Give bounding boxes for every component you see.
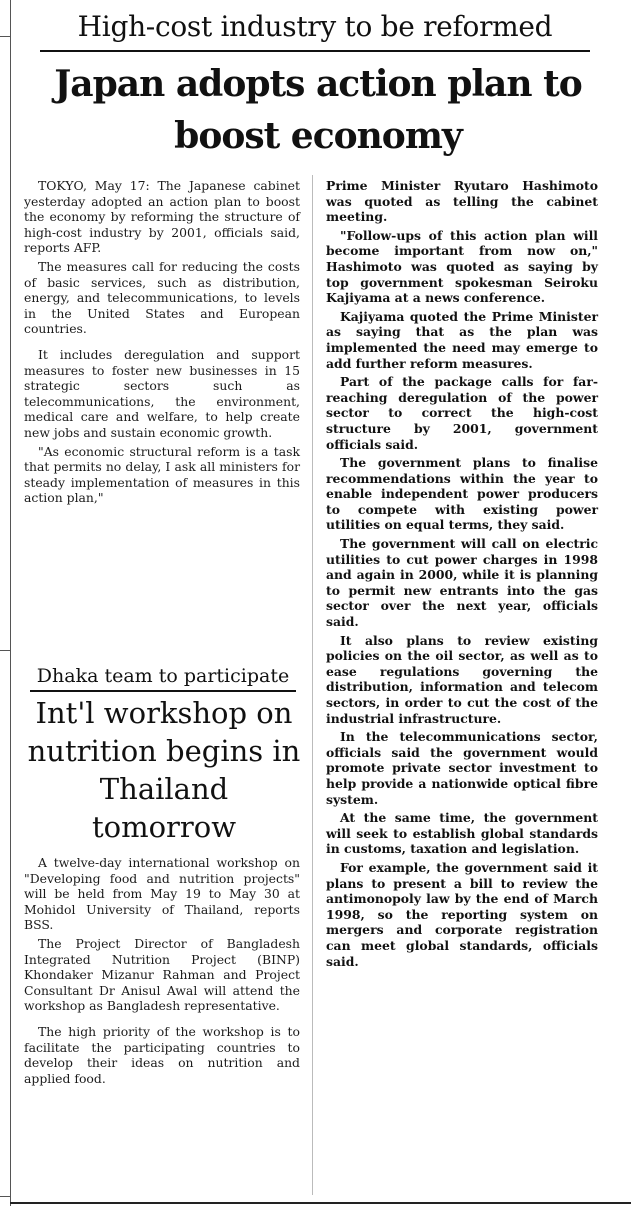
article2-headline: Int'l workshop on nutrition begins in Thailand tomorrow	[27, 696, 301, 844]
margin-tick	[0, 650, 10, 651]
article1-paragraph: Kajiyama quoted the Prime Minister as saying that as the plan was implemented the need may emerge to add further reform measures.	[326, 308, 598, 371]
article1-paragraph: Part of the package calls for far-reaching deregulation of the power sector to correct the high-cost structure by 2001, government officials said.	[326, 374, 598, 452]
article1-paragraph: The measures call for reducing the costs of basic services, such as distribution, energy, and telecommunications, to levels in the United States and European countries.	[24, 258, 300, 337]
article1-paragraph: It also plans to review existing policies on the oil sector, as well as to ease regulations governing the distribution, information and telecom sectors, in order to cut the cost of the industrial infrastructure.	[326, 632, 598, 726]
article1-paragraph: It includes deregulation and support measures to foster new businesses in 15 strategic sectors such as telecommunications, the environment, medical care and welfare, to help create new jobs and sustain economic growth.	[24, 346, 300, 440]
article2-paragraph: The Project Director of Bangladesh Integrated Nutrition Project (BINP) Khondaker Mizanur Rahman and Project Consultant Dr Anisul Awal will attend the workshop as Bangladesh representative.	[24, 935, 300, 1014]
article1-paragraph: TOKYO, May 17: The Japanese cabinet yesterday adopted an action plan to boost the economy by reforming the structure of high-cost industry by 2001, officials said, reports AFP.	[24, 178, 300, 256]
article1-paragraph: The government plans to finalise recommendations within the year to enable independent power producers to compete with existing power utilities on equal terms, they said.	[326, 455, 598, 533]
article2-paragraph: The high priority of the workshop is to facilitate the participating countries to develop their ideas on nutrition and applied food.	[24, 1023, 300, 1086]
bottom-rule	[10, 1202, 631, 1204]
article2-paragraph: A twelve-day international workshop on "Developing food and nutrition projects" will be held from May 19 to May 30 at Mohidol University of Thailand, reports BSS.	[24, 855, 300, 933]
column-divider	[312, 175, 313, 1195]
article1-kicker: High-cost industry to be reformed	[40, 6, 590, 52]
article1-paragraph: Prime Minister Ryutaro Hashimoto was quoted as telling the cabinet meeting.	[326, 178, 598, 225]
article1-headline: Japan adopts action plan to boost economy	[54, 63, 582, 157]
article1-paragraph: For example, the government said it plans to present a bill to review the antimonopoly law by the end of March 1998, so the reporting system on mergers and corporate registration can meet global standards, officials said.	[326, 859, 598, 969]
article1-column-2	[326, 178, 598, 972]
article1-paragraph: At the same time, the government will seek to establish global standards in customs, taxation and legislation.	[326, 810, 598, 857]
article2-body	[24, 855, 300, 1089]
article1-paragraph: In the telecommunications sector, officials said the government would promote private sector investment to help provide a nationwide optical fibre system.	[326, 729, 598, 807]
article1-column-1	[24, 178, 300, 509]
article1-paragraph: "As economic structural reform is a task that permits no delay, I ask all ministers for steady implementation of measures in this action plan,"	[24, 443, 300, 506]
margin-tick	[0, 1196, 10, 1197]
article2-kicker: Dhaka team to participate	[30, 662, 296, 692]
margin-tick	[0, 36, 10, 37]
article1-paragraph: The government will call on electric utilities to cut power charges in 1998 and again in 2000, while it is planning to permit new entrants into the gas sector over the next year, officials said.	[326, 536, 598, 630]
article1-paragraph: "Follow-ups of this action plan will become important from now on," Hashimoto was quoted as saying by top government spokesman Seiroku Kajiyama at a news conference.	[326, 227, 598, 306]
left-margin-rule	[10, 0, 11, 1206]
